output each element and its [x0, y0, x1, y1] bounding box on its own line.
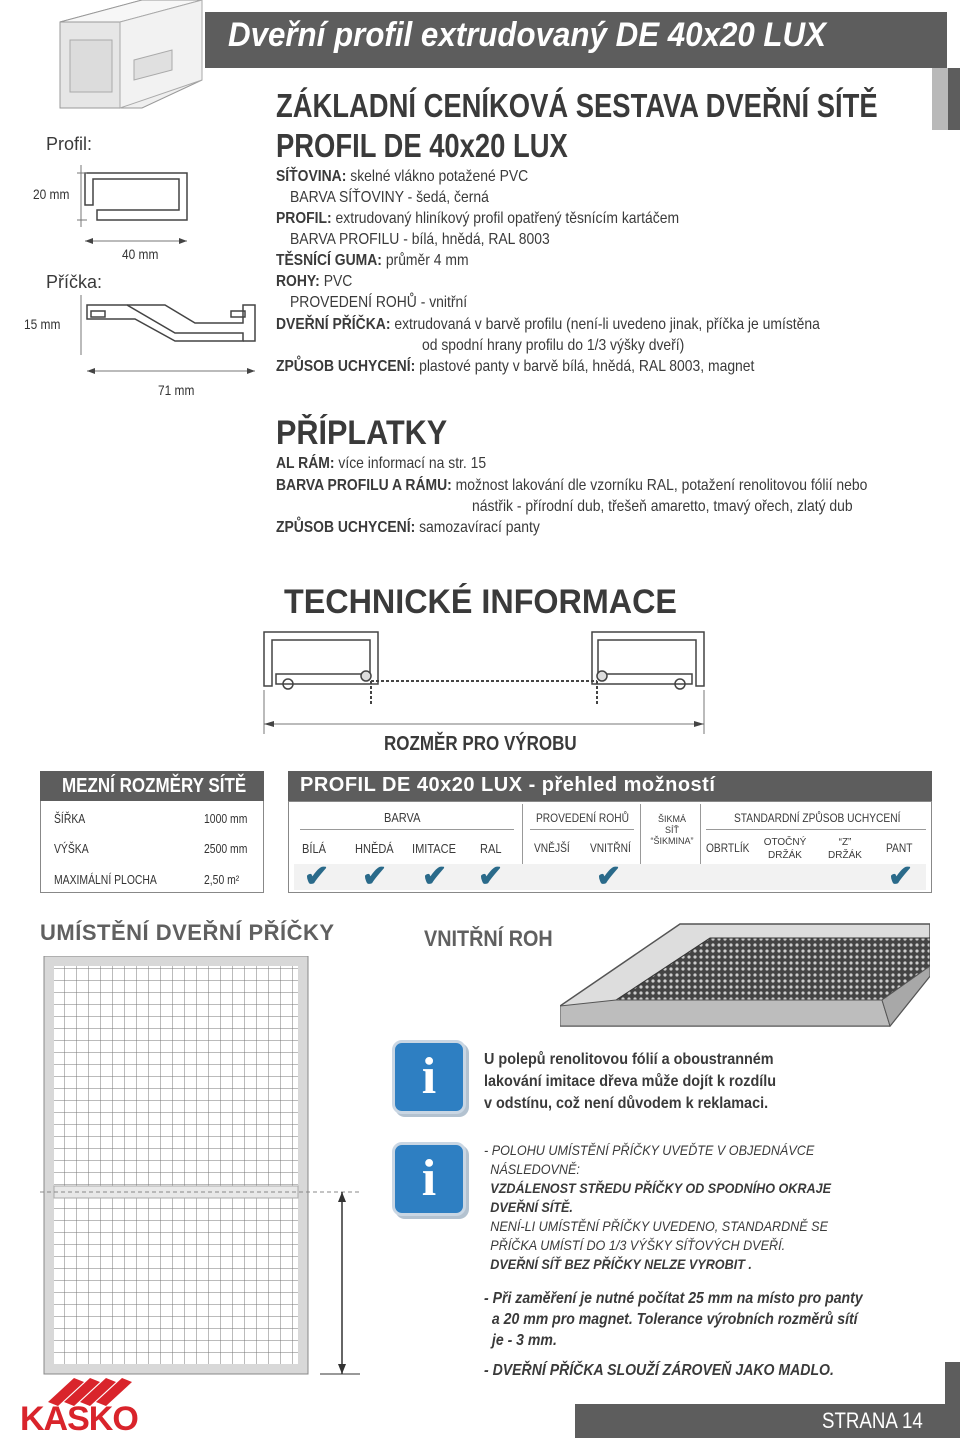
vnitrni-roh-heading: VNITŘNÍ ROH	[424, 926, 553, 951]
col-pant: PANT	[886, 841, 913, 855]
prehled-barva-line	[300, 829, 514, 830]
spec-zpusob-uchyceni: ZPŮSOB UCHYCENÍ: plastové panty v barvě bílá, hnědá, RAL 8003, magnet	[276, 358, 755, 375]
priplatek-uchyceni: ZPŮSOB UCHYCENÍ: samozavírací panty	[276, 519, 540, 536]
main-title-line2: PROFIL DE 40x20 LUX	[276, 127, 568, 164]
note-renolit: U polepů renolitovou fólií a oboustranném lakování imitace dřeva může dojít k rozdílu v odstínu, což není důvodem k reklamaci.	[484, 1051, 777, 1112]
mezni-sirka-label: ŠÍŘKA	[54, 811, 86, 826]
spec-dverni-pricka-cont: od spodní hrany profilu do 1/3 výšky dveří)	[422, 337, 685, 354]
inner-corner-drawing	[560, 906, 930, 1028]
check-pant-icon: ✔	[888, 860, 914, 893]
spec-profil: PROFIL: extrudovaný hliníkový profil opatřený těsnícím kartáčem	[276, 210, 680, 227]
spec-sitovina: SÍŤOVINA: skelné vlákno potažené PVC	[276, 168, 529, 185]
note-zamereni: - Při zaměření je nutné počítat 25 mm na místo pro panty a 20 mm pro magnet. Tolerance výrobních rozměrů sítí je - 3 mm.	[484, 1290, 863, 1349]
kasko-logo: KASKO	[20, 1400, 138, 1438]
page-title: Dveřní profil extrudovaný DE 40x20 LUX	[228, 16, 826, 54]
spec-barva-sitoviny: BARVA SÍŤOVINY - šedá, černá	[290, 189, 489, 206]
note-poloha-pricky: - POLOHU UMÍSTĚNÍ PŘÍČKY UVEĎTE V OBJEDNÁVCE NÁSLEDOVNĚ: VZDÁLENOST STŘEDU PŘÍČKY OD SPODNÍHO OKRAJE DVEŘNÍ SÍTĚ. NENÍ-LI UMÍSTĚNÍ PŘÍČKY UVEDENO, STANDARDNĚ SE PŘÍČKA UMÍSTÍ DO 1/3 VÝŠKY SÍŤOVÝCH DVEŘÍ. DVEŘNÍ SÍŤ BEZ PŘÍČKY NELZE VYROBIT .	[484, 1142, 832, 1272]
profile-cross-section	[75, 165, 270, 387]
check-bila-icon: ✔	[304, 860, 330, 893]
priplatky-heading: PŘÍPLATKY	[276, 414, 448, 452]
mezni-plocha-value: 2,50 m²	[204, 872, 240, 887]
check-vnitrni-icon: ✔	[596, 860, 622, 893]
col-vnitrni: VNITŘNÍ	[590, 841, 631, 855]
check-hneda-icon: ✔	[362, 860, 388, 893]
col-obrtlik: OBRTLÍK	[706, 841, 750, 855]
mezni-vyska-value: 2500 mm	[204, 841, 248, 856]
umisteni-heading: UMÍSTĚNÍ DVEŘNÍ PŘÍČKY	[40, 920, 335, 945]
frame-section-drawing	[256, 626, 712, 734]
prehled-divider	[640, 804, 641, 864]
dim-20mm: 20 mm	[33, 186, 70, 202]
profil-label: Profil:	[46, 134, 93, 154]
note-madlo: - DVEŘNÍ PŘÍČKA SLOUŽÍ ZÁROVEŇ JAKO MADLO.	[484, 1362, 834, 1379]
spec-dverni-pricka: DVEŘNÍ PŘÍČKA: extrudovaná v barvě profilu (není-li uvedeno jinak, příčka je umístěna	[276, 316, 820, 333]
info-icon: i	[392, 1142, 466, 1216]
prehled-group-rohu: PROVEDENÍ ROHŮ	[536, 811, 629, 825]
prehled-group-barva: BARVA	[384, 810, 421, 825]
main-title	[276, 86, 878, 166]
prehled-sikma: ŠIKMÁ SÍŤ “ŠIKMINA”	[650, 814, 694, 846]
mezni-vyska-label: VÝŠKA	[54, 841, 89, 856]
priplatek-barva-cont: nástřik - přírodní dub, třešeň amaretto, tmavý ořech, zlatý dub	[472, 498, 853, 515]
col-imitace: IMITACE	[412, 841, 457, 856]
dim-40mm: 40 mm	[122, 246, 159, 262]
prehled-divider	[522, 804, 523, 864]
tech-heading: TECHNICKÉ INFORMACE	[284, 583, 677, 621]
prehled-heading: PROFIL DE 40x20 LUX - přehled možností	[288, 771, 932, 801]
rozmer-pro-vyrobu: ROZMĚR PRO VÝROBU	[384, 733, 577, 755]
prehled-group-uchyceni: STANDARDNÍ ZPŮSOB UCHYCENÍ	[734, 811, 901, 825]
prehled-rohu-line	[530, 829, 634, 830]
col-ral: RAL	[480, 841, 502, 856]
main-title-line1: ZÁKLADNÍ CENÍKOVÁ SESTAVA DVEŘNÍ SÍTĚ	[276, 87, 878, 124]
col-hneda: HNĚDÁ	[355, 841, 394, 856]
dim-71mm: 71 mm	[158, 382, 195, 398]
prehled-uchyceni-line	[706, 829, 926, 830]
page-number: STRANA 14	[822, 1408, 923, 1433]
col-otocny: OTOČNÝ DRŽÁK	[763, 837, 807, 861]
spec-barva-profilu: BARVA PROFILU - bílá, hnědá, RAL 8003	[290, 231, 550, 248]
mezni-plocha-label: MAXIMÁLNÍ PLOCHA	[54, 872, 157, 887]
check-ral-icon: ✔	[478, 860, 504, 893]
header-accent-light	[932, 68, 948, 130]
dim-15mm: 15 mm	[24, 316, 61, 332]
spec-rohy: ROHY: PVC	[276, 273, 353, 290]
profile-3d-illustration	[52, 0, 212, 118]
priplatek-barva: BARVA PROFILU A RÁMU: možnost lakování dle vzorníku RAL, potažení renolitovou fólií nebo	[276, 477, 868, 494]
spec-provedeni-rohu: PROVEDENÍ ROHŮ - vnitřní	[290, 294, 468, 311]
col-bila: BÍLÁ	[302, 841, 326, 856]
mezni-sirka-value: 1000 mm	[204, 811, 248, 826]
col-vnejsi: VNĚJŠÍ	[534, 841, 570, 855]
pricka-label: Příčka:	[46, 272, 103, 292]
check-imitace-icon: ✔	[422, 860, 448, 893]
info-icon: i	[392, 1040, 466, 1114]
door-screen-grid-drawing	[40, 956, 370, 1380]
col-z-drzak: “Z” DRŽÁK	[828, 837, 862, 861]
prehled-divider	[700, 804, 701, 864]
header-accent-dark	[948, 68, 960, 130]
spec-tesnici-guma: TĚSNÍCÍ GUMA: průměr 4 mm	[276, 252, 469, 269]
priplatek-al-ram: AL RÁM: více informací na str. 15	[276, 455, 487, 472]
mezni-rozmery-heading: MEZNÍ ROZMĚRY SÍTĚ	[40, 771, 264, 801]
footer-accent	[945, 1362, 960, 1438]
